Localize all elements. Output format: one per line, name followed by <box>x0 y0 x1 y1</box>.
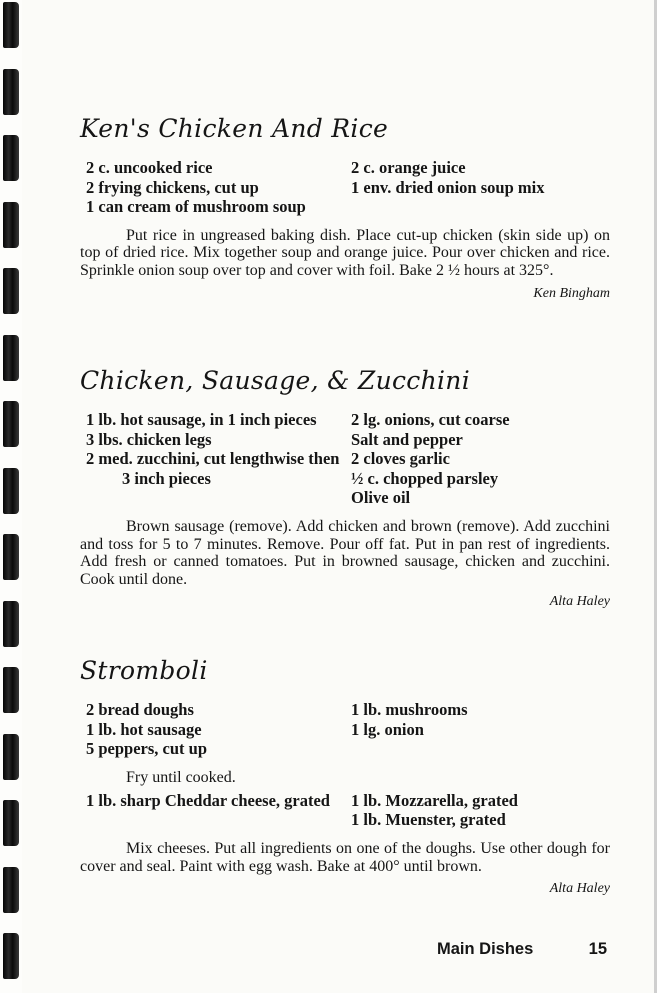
spiral-ring <box>3 2 19 48</box>
ingredient-column-right <box>351 410 610 508</box>
ingredient-column-left <box>80 158 351 217</box>
recipe-method: Mix cheeses. Put all ingredients on one of the doughs. Use other dough for cover and seal. Paint with egg wash. Bake at 400° until brown. <box>80 839 610 875</box>
ingredient: 1 lb. hot sausage <box>86 719 202 739</box>
ingredient: Salt and pepper <box>351 429 463 449</box>
recipe-method: Brown sausage (remove). Add chicken and brown (remove). Add zucchini and toss for 5 to 7 minutes. Remove. Pour off fat. Put in pan rest of ingredients. Add fresh or canned tomatoes. Put in browned sausage, chicken and zucchini. Cook until done. <box>80 517 610 588</box>
spiral-ring <box>3 933 19 979</box>
recipe-kens-chicken-and-rice <box>80 114 610 302</box>
ingredient: 1 lb. Muenster, grated <box>351 810 506 830</box>
spiral-ring <box>3 800 19 846</box>
recipe-stromboli <box>80 656 610 897</box>
ingredient-list <box>80 158 610 217</box>
page-number: 15 <box>588 940 607 958</box>
recipe-author: Alta Haley <box>549 881 610 897</box>
ingredient: 5 peppers, cut up <box>86 739 208 759</box>
ingredient-list-second <box>80 791 610 830</box>
spiral-ring <box>3 202 19 248</box>
ingredient: ½ c. chopped parsley <box>351 468 499 488</box>
ingredient-column-left <box>80 410 351 508</box>
ingredient: 1 lb. sharp Cheddar cheese, grated <box>86 790 330 810</box>
ingredient: 2 lg. onions, cut coarse <box>351 410 510 429</box>
recipe-step: Fry until cooked. <box>126 768 236 786</box>
spiral-ring <box>3 69 19 115</box>
spiral-ring <box>3 401 19 447</box>
spiral-ring <box>3 534 19 580</box>
ingredient: 1 lb. mushrooms <box>351 700 468 719</box>
ingredient-column-right <box>351 791 610 830</box>
spiral-ring <box>3 335 19 381</box>
ingredient: 1 env. dried onion soup mix <box>351 177 545 197</box>
ingredient-column-left <box>80 700 351 759</box>
spiral-ring <box>3 601 19 647</box>
ingredient: 3 lbs. chicken legs <box>86 429 212 449</box>
ingredient-column-right <box>351 700 610 759</box>
ingredient: 2 c. orange juice <box>351 158 466 177</box>
recipe-author: Alta Haley <box>549 594 610 610</box>
section-name: Main Dishes <box>437 940 534 958</box>
ingredient: 1 lg. onion <box>351 719 424 739</box>
ingredient: 2 bread doughs <box>86 700 194 719</box>
spiral-binding <box>0 0 22 993</box>
ingredient: 1 can cream of mushroom soup <box>86 197 306 217</box>
ingredient-list <box>80 410 610 508</box>
ingredient: 2 c. uncooked rice <box>86 158 213 177</box>
recipe-title: Ken's Chicken And Rice <box>80 114 389 143</box>
ingredient: 2 frying chickens, cut up <box>86 177 259 197</box>
ingredient-column-right <box>351 158 610 217</box>
spiral-ring <box>3 468 19 514</box>
ingredient: 2 med. zucchini, cut lengthwise then 3 inch pieces <box>86 449 340 488</box>
recipe-title: Chicken, Sausage, & Zucchini <box>80 366 470 395</box>
spiral-ring <box>3 268 19 314</box>
recipe-chicken-sausage-zucchini <box>80 366 610 610</box>
ingredient: 2 cloves garlic <box>351 449 450 469</box>
ingredient-column-left <box>80 791 351 830</box>
recipe-title: Stromboli <box>80 656 208 685</box>
spiral-ring <box>3 135 19 181</box>
ingredient: 1 lb. Mozzarella, grated <box>351 790 518 810</box>
recipe-method: Put rice in ungreased baking dish. Place cut-up chicken (skin side up) on top of dried rice. Mix together soup and orange juice. Pour over chicken and rice. Sprinkle onion soup over top and cover with foil. Bake 2 ½ hours at 325°. <box>80 226 610 279</box>
ingredient-list <box>80 700 610 759</box>
spiral-ring <box>3 734 19 780</box>
ingredient: Olive oil <box>351 488 411 508</box>
spiral-ring <box>3 667 19 713</box>
recipe-author: Ken Bingham <box>533 285 610 301</box>
spiral-ring <box>3 867 19 913</box>
page-footer <box>437 940 607 959</box>
ingredient: 1 lb. hot sausage, in 1 inch pieces <box>86 410 317 429</box>
